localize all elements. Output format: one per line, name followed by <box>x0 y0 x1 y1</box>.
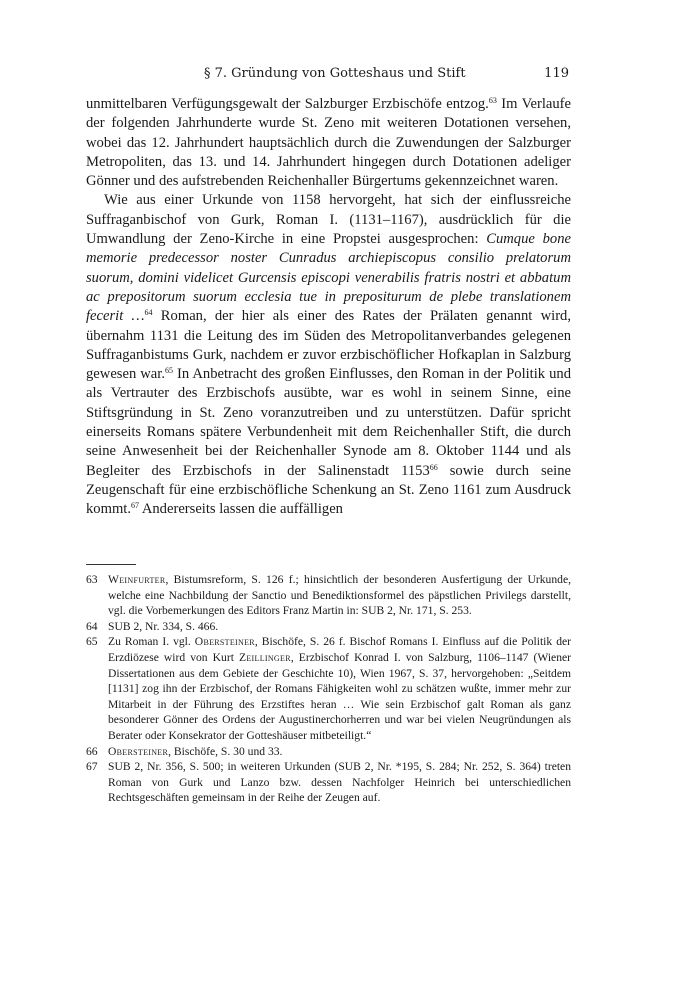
footnote-ref-66[interactable]: 66 <box>429 462 438 472</box>
footnote-number: 64 <box>86 619 98 633</box>
footnote-text <box>108 634 571 743</box>
footnote-number: 63 <box>86 573 98 586</box>
footnote-67 <box>86 759 571 806</box>
footnote-number: 65 <box>86 635 98 649</box>
footnote-text: SUB 2, Nr. 334, S. 466. <box>108 619 219 633</box>
footnote-65 <box>86 634 571 743</box>
page-header <box>86 66 571 84</box>
text-run: Andererseits lassen die auffälligen <box>139 501 343 518</box>
text-run: , Erzbischof Konrad I. von Salzburg, 1106–1147 (Wiener Dissertationen aus dem Gebiete der Geschichte 10), Wien 1967, S. 37, hervorgehoben: „Seitdem [1131] zog ihn der Erzbischof, der Romans Fähigkeiten wohl zu schätzen wußte, immer mehr zur Mitarbeit in der Führung des Erzstiftes heran … Wie sein Erzbischof galt Roman als ganz besonderer Gönner des Ordens der Augustinerchorherren und war bei vielen Neugründungen als Berater oder Konsekrator der Gotteshäuser mitbeteiligt.“ <box>108 650 571 742</box>
footnote-number: 67 <box>86 760 98 774</box>
text-run: sowie durch seine Zeugenschaft für eine erzbischöfliche Schenkung an St. Zeno 1161 zum Ausdruck kommt. <box>86 462 571 518</box>
author-name: Obersteiner <box>108 744 169 758</box>
author-name: Zeillinger <box>238 650 291 664</box>
page-number: 119 <box>544 66 569 81</box>
footnote-separator <box>86 564 136 565</box>
text-run: In Anbetracht des großen Einflusses, den Roman in der Politik und als Vertrauter des Erzbischofs ausübte, war es wohl in seinem Sinne, eine Stiftsgründung in St. Zeno voranzutreiben und zu unterstützen. Dafür spricht einerseits Romans spätere Verbundenheit mit dem Reichenhaller Stift, die durch seine Anwesenheit bei der Reichenhaller Synode am 8. Oktober 1144 und als Begleiter des Erzbischofs in der Salinenstadt 1153 <box>86 366 571 479</box>
footnote-ref-67[interactable]: 67 <box>131 501 139 511</box>
footnotes <box>86 572 571 806</box>
author-name: Obersteiner <box>194 635 255 649</box>
footnote-64 <box>86 619 571 635</box>
text-run: Zu Roman I. vgl. <box>108 635 195 649</box>
footnote-text <box>108 744 571 760</box>
footnote-ref-64[interactable]: 64 <box>144 308 153 318</box>
text-run: , Bischöfe, S. 30 und 33. <box>168 744 283 758</box>
text-run: unmittelbaren Verfügungsgewalt der Salzburger Erzbischöfe entzog. <box>86 96 489 112</box>
latin-quotation: Cumque bone memorie predecessor noster Cunradus archiepiscopus consilio prelatorum suorum, domini videlicet Gurcensis episcopi venerabilis fratris nostri et abbatum ac prepositorum suorum ecclesia tue in prepositurum de plebe translationem fecerit … <box>86 231 571 325</box>
text-run: , Bistumsreform, S. 126 f.; hinsichtlich der besonderen Ausfertigung der Urkunde, welche eine Nachbildung der Sanctio und Benediktionsformel des päpstlichen Privilegs darstellt, vgl. die Vorbemerkungen des Editors Franz Martin in: SUB 2, Nr. 171, S. 253. <box>108 573 571 618</box>
footnote-63 <box>86 572 571 619</box>
paragraph-1 <box>86 95 571 191</box>
text-run: , Bischöfe, S. 26 f. Bischof Romans I. Einfluss auf die Politik der Erzdiözese wird von Kurt <box>108 635 571 664</box>
footnote-text <box>108 572 571 619</box>
text-run: Wie aus einer Urkunde von 1158 hervorgeht, hat sich der einflussreiche Suffraganbischof von Gurk, Roman I. (1131–1167), ausdrücklich für die Umwandlung der Zeno-Kirche in eine Propstei ausgesprochen: <box>86 192 571 248</box>
footnote-text: SUB 2, Nr. 356, S. 500; in weiteren Urkunden (SUB 2, Nr. *195, S. 284; Nr. 252, S. 364) treten Roman von Gurk und Lanzo bzw. dessen Nachfolger Heinrich bei unterschiedlichen Rechtsgeschäften gemeinsam in der Reihe der Zeugen auf. <box>108 760 571 805</box>
text-run: Im Verlaufe der folgenden Jahrhunderte wurde St. Zeno mit weiteren Dotationen versehen, wobei das 12. Jahrhundert hauptsächlich durch die Zuwendungen der Salzburger Metropoliten, das 13. und 14. Jahrhundert hingegen durch Dotationen adeliger Gönner und des aufstrebenden Reichenhaller Bürgertums gekennzeichnet waren. <box>86 96 571 190</box>
footnote-66 <box>86 744 571 760</box>
author-name: Weinfurter <box>108 573 166 586</box>
footnote-ref-65[interactable]: 65 <box>164 366 173 376</box>
body-text <box>86 95 571 520</box>
footnote-ref-63[interactable]: 63 <box>488 96 497 105</box>
footnote-number: 66 <box>86 744 98 758</box>
paragraph-2 <box>86 191 571 519</box>
running-head: § 7. Gründung von Gotteshaus und Stift <box>204 66 466 81</box>
text-run: Roman, der hier als einer des Rates der Prälaten genannt wird, übernahm 1131 die Leitung des im Süden des Metropolitanverbandes gelegenen Suffraganbistums Gurk, nachdem er zuvor erzbischöflicher Hofkaplan in Salzburg gewesen war. <box>86 308 571 383</box>
